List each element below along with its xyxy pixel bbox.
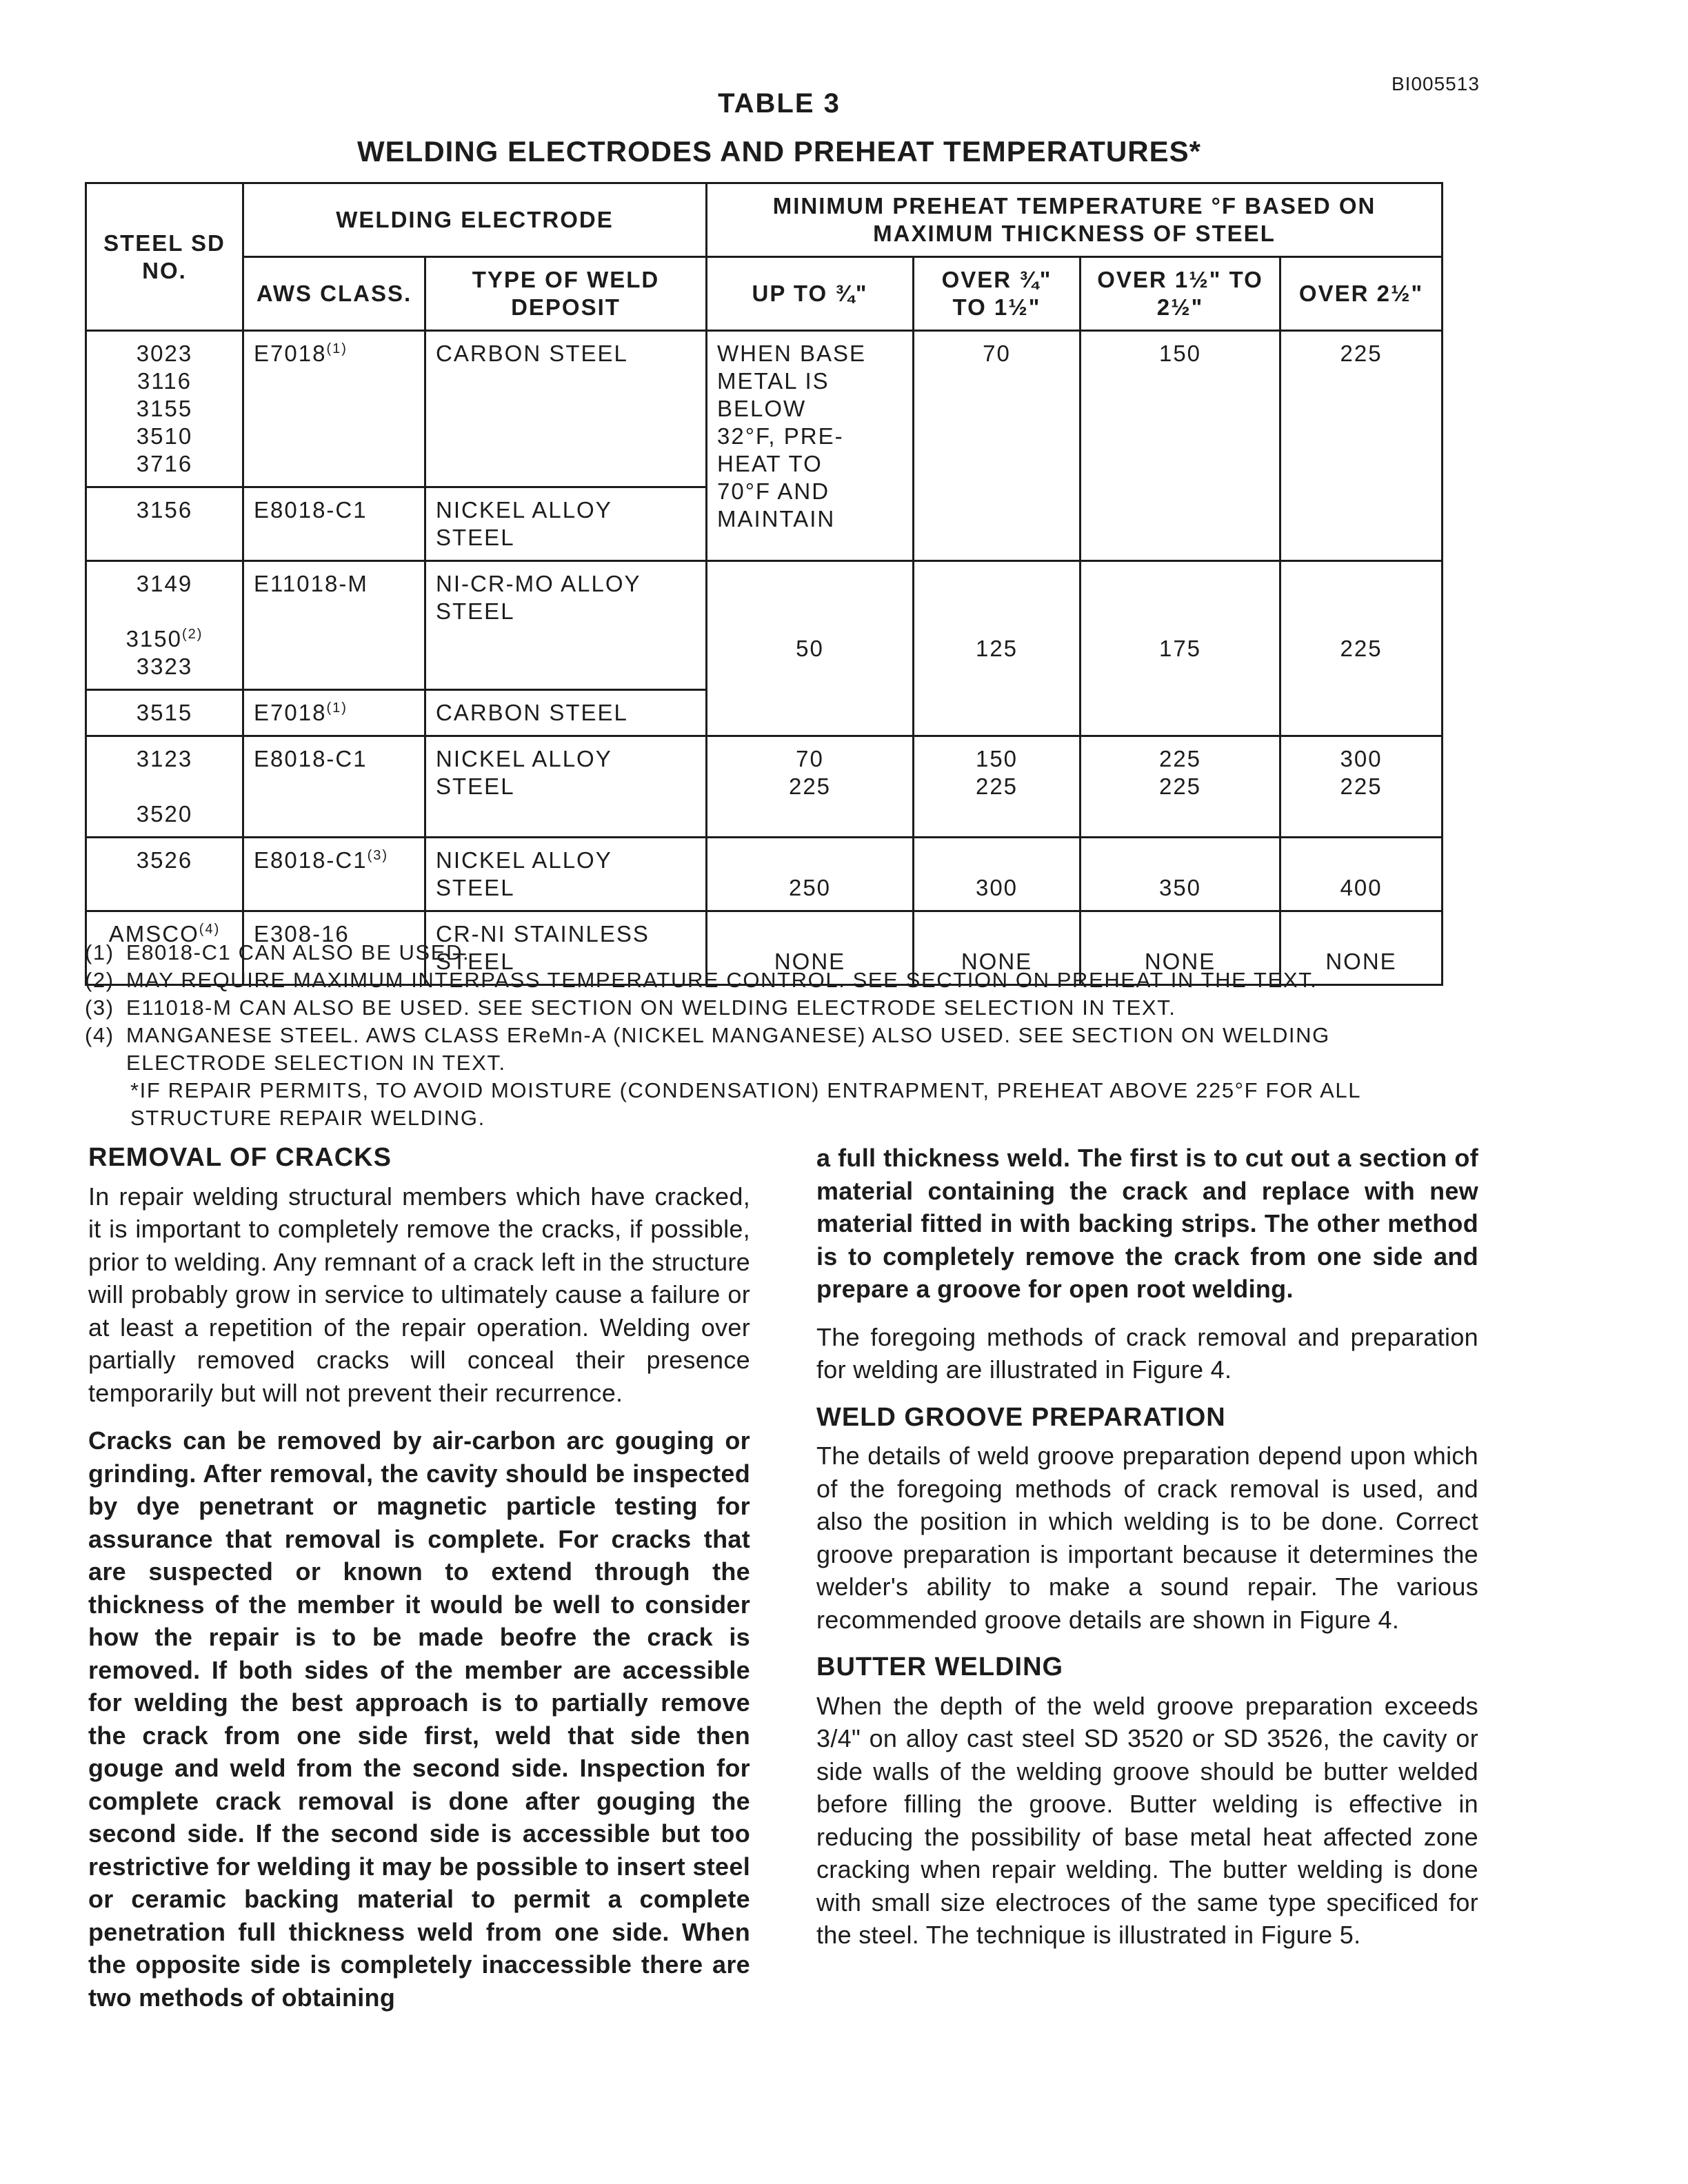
preheat-cell: 300 225	[1280, 736, 1443, 838]
steel-cell: 3023 3116 3155 3510 3716	[86, 331, 243, 487]
preheat-cell: 70	[914, 331, 1081, 561]
header-t2: OVER ¾" TO 1½"	[914, 257, 1081, 331]
table-row	[86, 561, 1443, 690]
document-id: BI005513	[1391, 73, 1480, 94]
deposit-cell: NI-CR-MO ALLOY STEEL	[425, 561, 707, 690]
section-heading: BUTTER WELDING	[816, 1652, 1064, 1681]
table-row	[86, 331, 1443, 487]
deposit-cell: NICKEL ALLOY STEEL	[425, 838, 707, 911]
preheat-note-cell: WHEN BASE METAL IS BELOW 32°F, PRE- HEAT TO 70°F AND MAINTAIN	[707, 331, 914, 561]
preheat-cell: NONE	[707, 911, 914, 985]
preheat-cell: NONE	[914, 911, 1081, 985]
table-header-row	[86, 183, 1443, 257]
aws-cell: E7018$^{(1)}$	[243, 331, 425, 487]
preheat-cell: 250	[707, 838, 914, 911]
table-row	[86, 736, 1443, 838]
table-subtitle: WELDING ELECTRODES AND PREHEAT TEMPERATURES*	[357, 135, 1201, 168]
star-footnote: *IF REPAIR PERMITS, TO AVOID MOISTURE (CONDENSATION) ENTRAPMENT, PREHEAT ABOVE 225°F FOR ALL STRUCTURE REPAIR WELDING.	[130, 1078, 1360, 1130]
steel-cell: 3526	[86, 838, 243, 911]
paragraph: Cracks can be removed by air-carbon arc gouging or grinding. After removal, the cavity should be inspected by dye penetrant or magnetic particle testing for assurance that removal is complete. For cracks that are suspected or known to extend through the thickness of the member it would be well to consider how the repair is to be made beofre the crack is removed. If both sides of the member are accessible for welding the best approach is to partially remove the crack from one side first, weld that side then gouge and weld from the second side. Inspection for complete crack removal is done after gouging the second side. If the second side is accessible but too restrictive for welding it may be possible to insert steel or ceramic backing material to permit a complete penetration full thickness weld from one side. When the opposite side is completely inaccessible there are two methods of obtaining	[88, 1426, 750, 2012]
steel-cell: 3156	[86, 487, 243, 561]
steel-cell: 3149 3150$^{(2)}$ 3323	[86, 561, 243, 690]
steel-cell: 3123 3520	[86, 736, 243, 838]
preheat-cell: 300	[914, 838, 1081, 911]
left-column	[88, 1142, 750, 2029]
preheat-cell: 150	[1081, 331, 1280, 561]
preheat-cell: 400	[1280, 838, 1443, 911]
footnote: (3) E11018-M CAN ALSO BE USED. SEE SECTION ON WELDING ELECTRODE SELECTION IN TEXT.	[85, 995, 1176, 1020]
preheat-cell: NONE	[1280, 911, 1443, 985]
table-footnotes	[85, 939, 1464, 1132]
header-aws: AWS CLASS.	[243, 257, 425, 331]
deposit-cell: NICKEL ALLOY STEEL	[425, 736, 707, 838]
paragraph: The details of weld groove preparation depend upon which of the foregoing methods of crack removal is used, and also the position in which welding is to be done. Correct groove preparation is important because it determines the welder's ability to make a sound repair. The various recommended groove details are shown in Figure 4.	[816, 1442, 1478, 1634]
aws-cell: E8018-C1	[243, 487, 425, 561]
header-t4: OVER 2½"	[1280, 257, 1443, 331]
footnote: (2) MAY REQUIRE MAXIMUM INTERPASS TEMPERATURE CONTROL. SEE SECTION ON PREHEAT IN THE TEXT.	[85, 968, 1318, 992]
steel-cell: AMSCO$^{(4)}$	[86, 911, 243, 985]
aws-cell: E8018-C1	[243, 736, 425, 838]
preheat-cell: 70 225	[707, 736, 914, 838]
aws-cell: E308-16	[243, 911, 425, 985]
right-column	[816, 1142, 1478, 1967]
header-preheat: MINIMUM PREHEAT TEMPERATURE °F BASED ON MAXIMUM THICKNESS OF STEEL	[707, 183, 1443, 257]
table-subheader-row	[86, 257, 1443, 331]
preheat-cell: 225	[1280, 561, 1443, 736]
paragraph: The foregoing methods of crack removal and preparation for welding are illustrated in Figure 4.	[816, 1322, 1478, 1384]
section-heading: WELD GROOVE PREPARATION	[816, 1402, 1226, 1432]
preheat-cell: 225 225	[1081, 736, 1280, 838]
paragraph: a full thickness weld. The first is to cut out a section of material containing the crack and replace with new material fitted in with backing strips. The other method is to completely remove the crack from one side and prepare a groove for open root welding.	[816, 1144, 1478, 1303]
deposit-cell: CARBON STEEL	[425, 331, 707, 487]
preheat-cell: 350	[1081, 838, 1280, 911]
preheat-cell: 150 225	[914, 736, 1081, 838]
footnote: (1) E8018-C1 CAN ALSO BE USED.	[85, 940, 470, 964]
header-t3: OVER 1½" TO 2½"	[1081, 257, 1280, 331]
header-steel: STEEL SD NO.	[86, 183, 243, 331]
electrode-preheat-table	[85, 182, 1443, 986]
paragraph: When the depth of the weld groove preparation exceeds 3/4" on alloy cast steel SD 3520 or SD 3526, the cavity or side walls of the welding groove should be butter welded before filling the groove. Butter welding is effective in reducing the possibility of base metal heat affected zone cracking when repair welding. The butter welding is done with small size electroces of the same type specificed for the steel. The technique is illustrated in Figure 5.	[816, 1691, 1478, 1949]
steel-cell: 3515	[86, 690, 243, 736]
preheat-cell: 225	[1280, 331, 1443, 561]
deposit-cell: NICKEL ALLOY STEEL	[425, 487, 707, 561]
section-heading: REMOVAL OF CRACKS	[88, 1143, 392, 1172]
deposit-cell: CR-NI STAINLESS STEEL	[425, 911, 707, 985]
header-electrode: WELDING ELECTRODE	[243, 183, 707, 257]
deposit-cell: CARBON STEEL	[425, 690, 707, 736]
paragraph: In repair welding structural members which have cracked, it is important to completely remove the cracks, if possible, prior to welding. Any remnant of a crack left in the structure will probably grow in service to ultimately cause a failure or at least a repetition of the repair operation. Welding over partially removed cracks will conceal their presence temporarily but will not prevent their recurrence.	[88, 1182, 750, 1407]
preheat-cell: NONE	[1081, 911, 1280, 985]
header-t1: UP TO ¾"	[707, 257, 914, 331]
table-title: TABLE 3	[718, 88, 841, 119]
aws-cell: E7018$^{(1)}$	[243, 690, 425, 736]
aws-cell: E8018-C1$^{(3)}$	[243, 838, 425, 911]
aws-cell: E11018-M	[243, 561, 425, 690]
header-deposit: TYPE OF WELD DEPOSIT	[425, 257, 707, 331]
table-row	[86, 838, 1443, 911]
preheat-cell: 50	[707, 561, 914, 736]
preheat-cell: 125	[914, 561, 1081, 736]
preheat-cell: 175	[1081, 561, 1280, 736]
footnote: (4) MANGANESE STEEL. AWS CLASS EReMn-A (NICKEL MANGANESE) ALSO USED. SEE SECTION ON WELDING ELECTRODE SELECTION IN TEXT.	[85, 1023, 1330, 1075]
